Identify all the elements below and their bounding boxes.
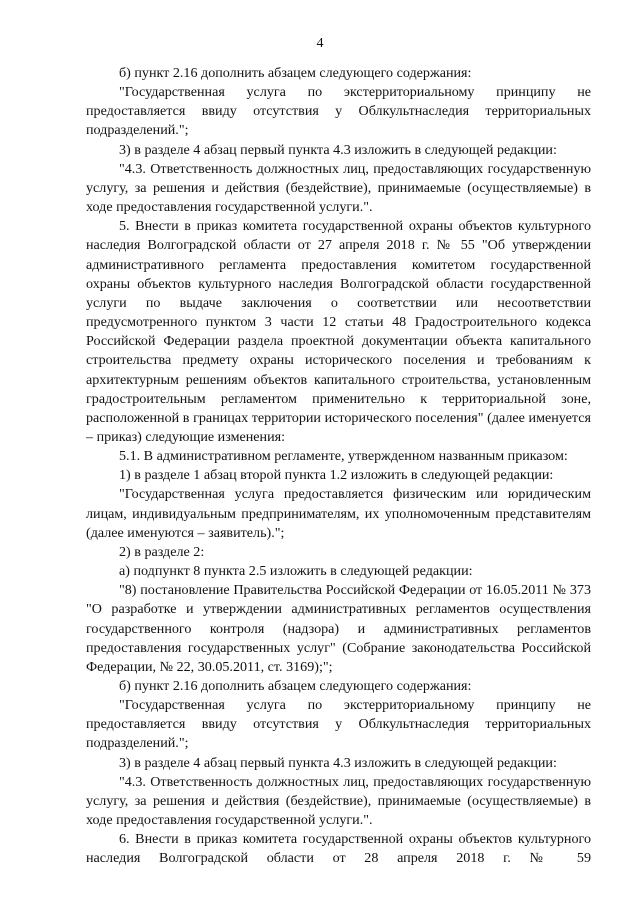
paragraph: "4.3. Ответственность должностных лиц, предоставляющих государственную услугу, за решения и действия (бездействие), принимаемые (осуществляемые) в ходе предоставления государственной услуги.".	[86, 773, 591, 829]
page-number: 4	[316, 36, 324, 51]
paragraph: 5. Внести в приказ комитета государственной охраны объектов культурного наследия Волгоградской области от 27 апреля 2018 г. № 55 "Об утверждении административного регламента предоставления комитетом государственной охраны объектов культурного наследия Волгоградской области государственной услуги по выдаче заключения о соответствии или несоответствии предусмотренного пунктом 3 части 12 статьи 48 Градостроительного кодекса Российской Федерации раздела проектной документации объекта капитального строительства предмету охраны исторического поселения и требованиям к архитектурным решениям объектов капитального строительства, установленным градостроительным регламентом применительно к территориальной зоне, расположенной в границах территории исторического поселения" (далее именуется – приказ) следующие изменения:	[86, 218, 591, 445]
paragraph: "8) постановление Правительства Российской Федерации от 16.05.2011 № 373 "О разработке и утверждении административных регламентов осуществления государственного контроля (надзора) и административных регламентов предоставления государственных услуг" (Собрание законодательства Российской Федерации, № 22, 30.05.2011, ст. 3169);";	[86, 582, 591, 675]
paragraph: б) пункт 2.16 дополнить абзацем следующего содержания:	[119, 678, 472, 694]
paragraph: "Государственная услуга по экстерриториальному принципу не предоставляется ввиду отсутствия у Облкультнаследия территориальных подразделений.";	[86, 697, 591, 752]
paragraph: "4.3. Ответственность должностных лиц, предоставляющих государственную услугу, за решения и действия (бездействие), принимаемые (осуществляемые) в ходе предоставления государственной услуги.".	[86, 160, 591, 216]
paragraph: б) пункт 2.16 дополнить абзацем следующего содержания:	[119, 65, 472, 81]
paragraph: 1) в разделе 1 абзац второй пункта 1.2 изложить в следующей редакции:	[119, 467, 554, 484]
paragraph: 3) в разделе 4 абзац первый пункта 4.3 изложить в следующей редакции:	[119, 754, 557, 771]
paragraph: 2) в разделе 2:	[119, 543, 205, 560]
paragraph: 3) в разделе 4 абзац первый пункта 4.3 изложить в следующей редакции:	[119, 141, 557, 158]
paragraph: 6. Внести в приказ комитета государственной охраны объектов культурного наследия Волгоградской области от 28 апреля 2018 г. № 59	[86, 831, 591, 867]
paragraph: 5.1. В административном регламенте, утвержденном названным приказом:	[119, 448, 568, 465]
document-body	[86, 64, 591, 869]
paragraph: "Государственная услуга по экстерриториальному принципу не предоставляется ввиду отсутствия у Облкультнаследия территориальных подразделений.";	[86, 84, 591, 139]
paragraph: а) подпункт 8 пункта 2.5 изложить в следующей редакции:	[119, 563, 473, 580]
paragraph: "Государственная услуга предоставляется физическим или юридическим лицам, индивидуальным предпринимателям, их уполномоченным представителям (далее именуются – заявитель).";	[86, 486, 591, 541]
